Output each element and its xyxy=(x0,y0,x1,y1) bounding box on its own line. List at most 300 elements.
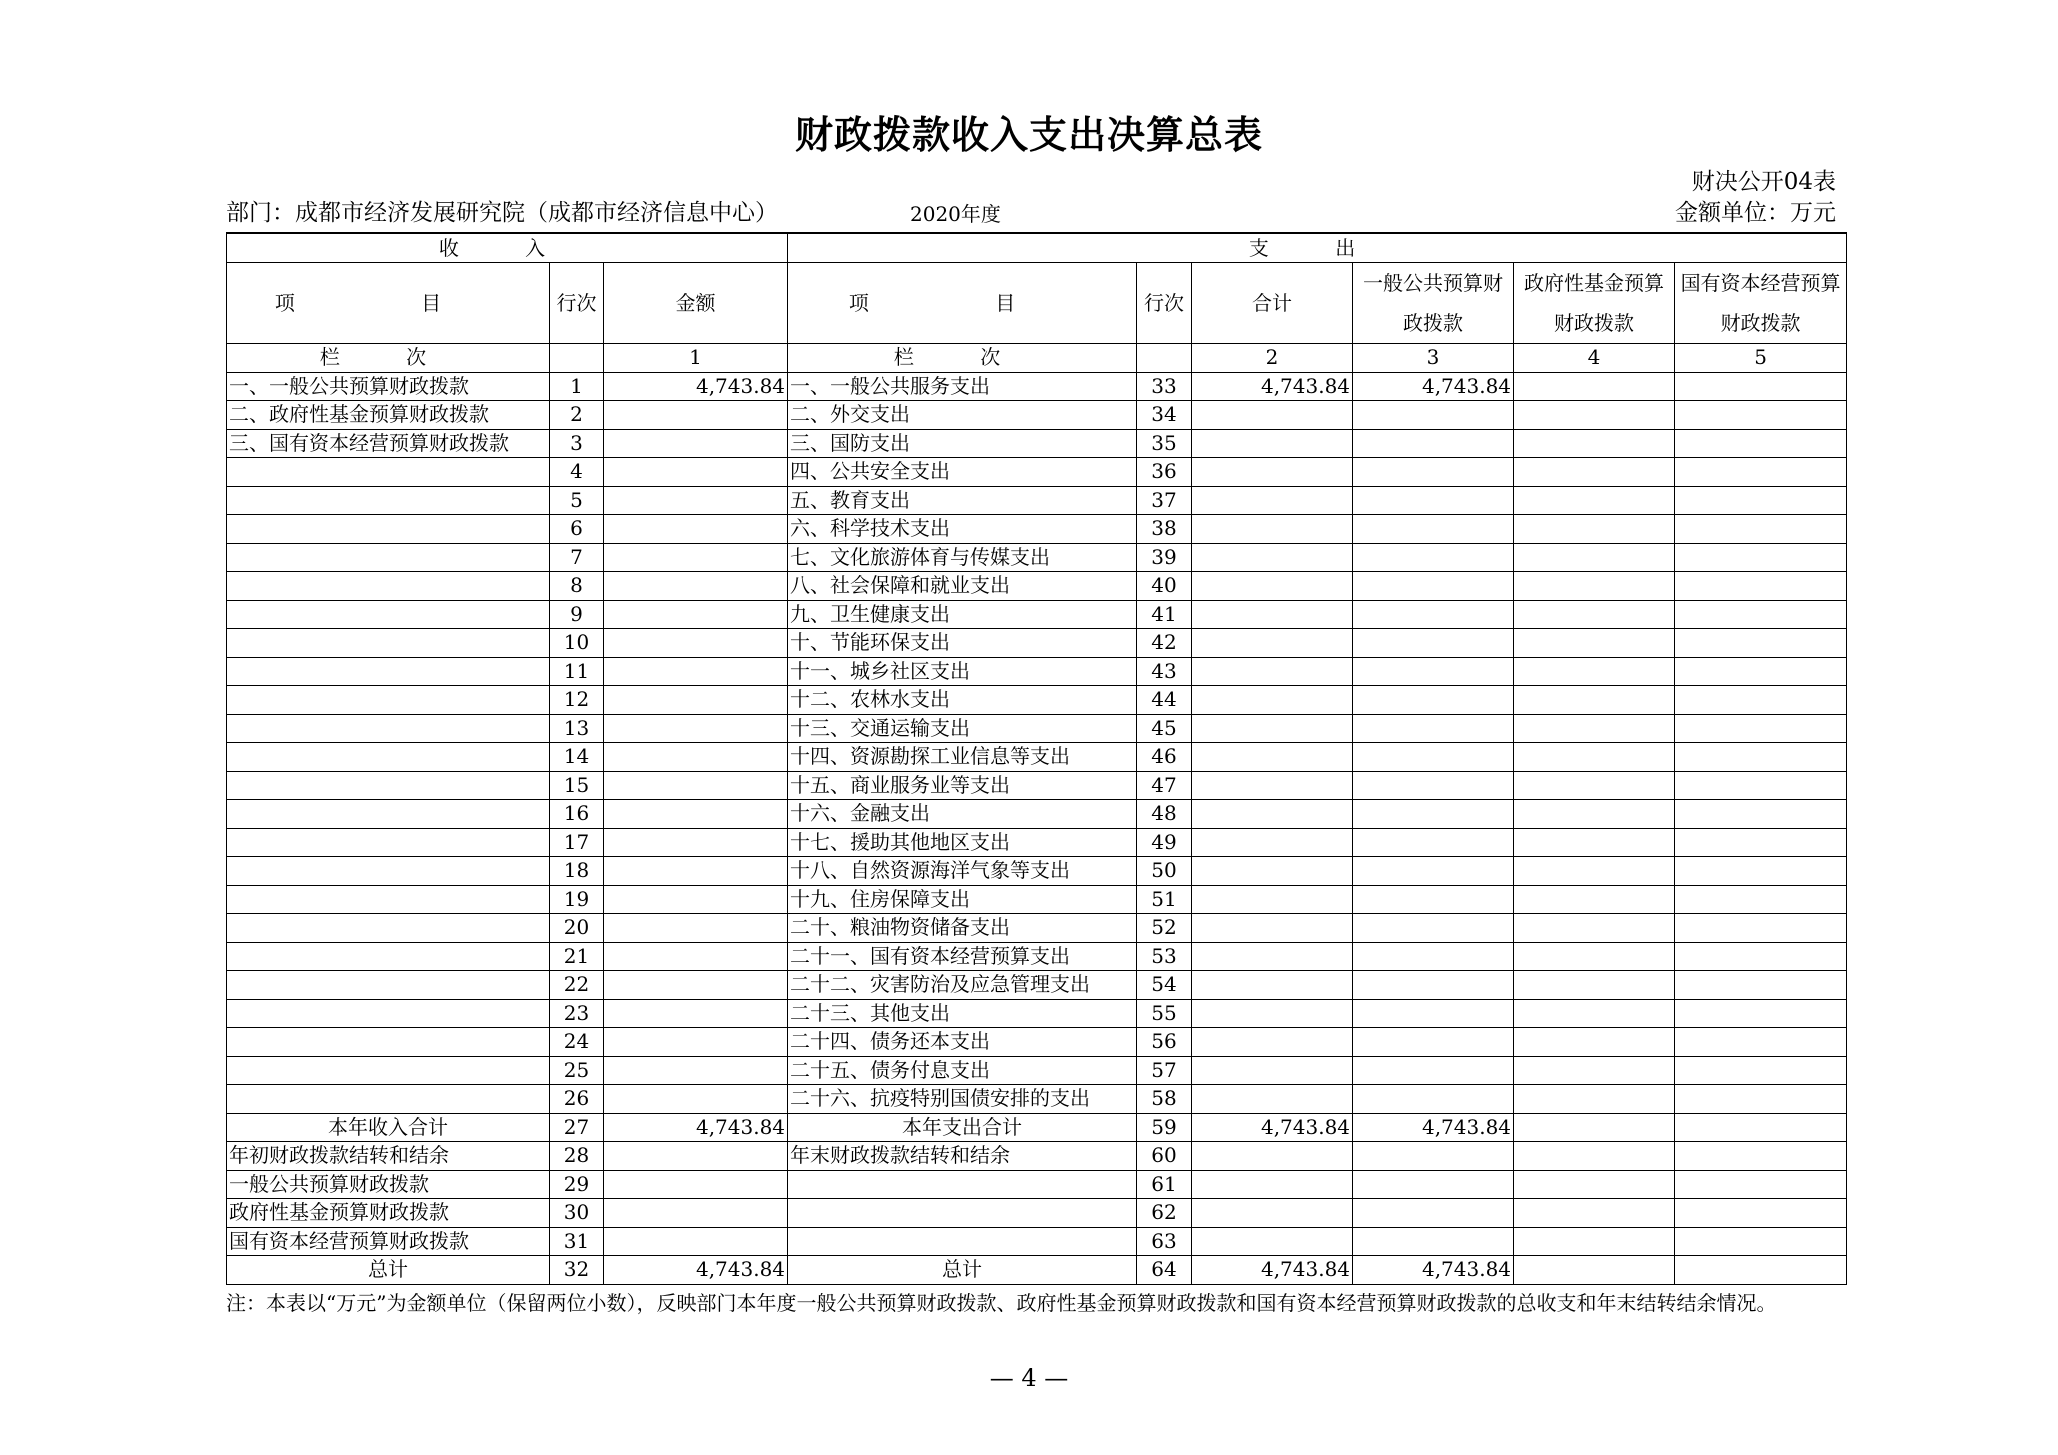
expense-state-cell xyxy=(1675,999,1847,1028)
income-amount-cell xyxy=(604,1028,788,1057)
expense-state-cell xyxy=(1675,1199,1847,1228)
income-item-cell xyxy=(227,714,550,743)
income-amount-header: 金额 xyxy=(604,263,788,344)
expense-general-cell xyxy=(1353,914,1514,943)
table-row xyxy=(227,1056,1847,1085)
income-amount-cell xyxy=(604,800,788,829)
income-item-cell xyxy=(227,515,550,544)
expense-fund-cell xyxy=(1514,999,1675,1028)
income-line-cell: 23 xyxy=(550,999,604,1028)
income-amount-cell xyxy=(604,771,788,800)
expense-general-cell xyxy=(1353,543,1514,572)
expense-fund-cell xyxy=(1514,657,1675,686)
expense-state-cell xyxy=(1675,1170,1847,1199)
expense-total-cell xyxy=(1192,629,1353,658)
income-line-cell: 13 xyxy=(550,714,604,743)
expense-state-cell xyxy=(1675,1113,1847,1142)
expense-index-label: 栏 次 xyxy=(788,344,1137,373)
expense-item-cell: 二、外交支出 xyxy=(788,401,1137,430)
income-amount-cell xyxy=(604,857,788,886)
income-amount-cell xyxy=(604,971,788,1000)
expense-state-cell xyxy=(1675,714,1847,743)
expense-item-cell: 二十六、抗疫特别国债安排的支出 xyxy=(788,1085,1137,1114)
table-row xyxy=(227,572,1847,601)
expense-state-cell xyxy=(1675,1227,1847,1256)
expense-total-cell xyxy=(1192,458,1353,487)
expense-total-cell xyxy=(1192,1085,1353,1114)
income-amount-cell xyxy=(604,1142,788,1171)
expense-item-cell xyxy=(788,1170,1137,1199)
carry-row xyxy=(227,1142,1847,1171)
expense-line-cell: 48 xyxy=(1137,800,1192,829)
income-line-cell: 25 xyxy=(550,1056,604,1085)
expense-section-header: 支 出 xyxy=(788,233,1847,263)
income-amount-cell xyxy=(604,543,788,572)
expense-item-cell: 十七、援助其他地区支出 xyxy=(788,828,1137,857)
expense-line-cell: 41 xyxy=(1137,600,1192,629)
expense-total-cell xyxy=(1192,942,1353,971)
expense-state-cell xyxy=(1675,800,1847,829)
expense-item-cell: 十一、城乡社区支出 xyxy=(788,657,1137,686)
income-line-cell: 19 xyxy=(550,885,604,914)
expense-item-cell: 二十五、债务付息支出 xyxy=(788,1056,1137,1085)
expense-total-cell xyxy=(1192,828,1353,857)
form-code: 财决公开04表 xyxy=(1691,169,1836,195)
expense-general-cell: 4,743.84 xyxy=(1353,372,1514,401)
expense-general-cell xyxy=(1353,771,1514,800)
expense-fund-cell xyxy=(1514,1085,1675,1114)
carry-row xyxy=(227,1199,1847,1228)
expense-total-cell xyxy=(1192,971,1353,1000)
expense-total-cell xyxy=(1192,1227,1353,1256)
expense-fund-cell xyxy=(1514,743,1675,772)
expense-state-cell xyxy=(1675,1256,1847,1285)
expense-item-cell: 二十一、国有资本经营预算支出 xyxy=(788,942,1137,971)
expense-general-cell xyxy=(1353,857,1514,886)
expense-fund-cell xyxy=(1514,572,1675,601)
expense-item-cell: 一、一般公共服务支出 xyxy=(788,372,1137,401)
expense-item-cell: 十五、商业服务业等支出 xyxy=(788,771,1137,800)
expense-general-cell xyxy=(1353,515,1514,544)
expense-item-cell: 十九、住房保障支出 xyxy=(788,885,1137,914)
expense-item-cell: 总计 xyxy=(788,1256,1137,1285)
expense-fund-cell xyxy=(1514,942,1675,971)
expense-item-cell: 十三、交通运输支出 xyxy=(788,714,1137,743)
expense-line-cell: 38 xyxy=(1137,515,1192,544)
income-amount-cell xyxy=(604,572,788,601)
expense-total-cell xyxy=(1192,1028,1353,1057)
expense-general-cell xyxy=(1353,743,1514,772)
income-item-cell: 一般公共预算财政拨款 xyxy=(227,1170,550,1199)
expense-total-cell xyxy=(1192,771,1353,800)
income-amount-cell xyxy=(604,657,788,686)
income-line-cell: 4 xyxy=(550,458,604,487)
expense-item-cell: 十八、自然资源海洋气象等支出 xyxy=(788,857,1137,886)
expense-item-cell xyxy=(788,1227,1137,1256)
income-amount-cell xyxy=(604,1170,788,1199)
expense-line-cell: 56 xyxy=(1137,1028,1192,1057)
expense-total-cell xyxy=(1192,1170,1353,1199)
income-item-cell: 一、一般公共预算财政拨款 xyxy=(227,372,550,401)
income-amount-cell xyxy=(604,401,788,430)
expense-general-cell xyxy=(1353,1227,1514,1256)
expense-item-header: 项 目 xyxy=(788,263,1137,344)
income-line-cell: 2 xyxy=(550,401,604,430)
expense-fund-cell xyxy=(1514,515,1675,544)
expense-fund-cell xyxy=(1514,971,1675,1000)
expense-total-cell xyxy=(1192,999,1353,1028)
income-line-cell: 21 xyxy=(550,942,604,971)
expense-line-cell: 44 xyxy=(1137,686,1192,715)
expense-item-cell: 十二、农林水支出 xyxy=(788,686,1137,715)
income-amount-cell: 4,743.84 xyxy=(604,1113,788,1142)
expense-line-cell: 37 xyxy=(1137,486,1192,515)
income-amount-cell xyxy=(604,486,788,515)
expense-item-cell: 十六、金融支出 xyxy=(788,800,1137,829)
expense-line-cell: 53 xyxy=(1137,942,1192,971)
expense-fund-cell xyxy=(1514,800,1675,829)
income-amount-cell xyxy=(604,999,788,1028)
income-amount-cell xyxy=(604,743,788,772)
expense-state-cell xyxy=(1675,372,1847,401)
expense-item-cell: 二十二、灾害防治及应急管理支出 xyxy=(788,971,1137,1000)
income-amount-cell xyxy=(604,515,788,544)
expense-total-cell xyxy=(1192,714,1353,743)
income-amount-cell xyxy=(604,1056,788,1085)
expense-line-cell: 58 xyxy=(1137,1085,1192,1114)
expense-line-cell: 45 xyxy=(1137,714,1192,743)
table-row xyxy=(227,743,1847,772)
income-index-line xyxy=(550,344,604,373)
expense-total-cell xyxy=(1192,1056,1353,1085)
expense-state-cell xyxy=(1675,515,1847,544)
expense-line-cell: 47 xyxy=(1137,771,1192,800)
expense-line-cell: 40 xyxy=(1137,572,1192,601)
expense-general-cell xyxy=(1353,629,1514,658)
income-amount-cell xyxy=(604,1227,788,1256)
table-row xyxy=(227,714,1847,743)
expense-fund-cell xyxy=(1514,1028,1675,1057)
income-item-cell xyxy=(227,914,550,943)
expense-state-cell xyxy=(1675,458,1847,487)
expense-total-cell xyxy=(1192,429,1353,458)
expense-fund-cell xyxy=(1514,429,1675,458)
table-row xyxy=(227,629,1847,658)
income-amount-cell xyxy=(604,686,788,715)
expense-total-cell: 4,743.84 xyxy=(1192,1113,1353,1142)
income-line-header: 行次 xyxy=(550,263,604,344)
page-number: — 4 — xyxy=(989,1364,1069,1392)
expense-line-cell: 39 xyxy=(1137,543,1192,572)
income-item-cell xyxy=(227,771,550,800)
expense-fund-cell xyxy=(1514,486,1675,515)
expense-item-cell: 年末财政拨款结转和结余 xyxy=(788,1142,1137,1171)
table-row xyxy=(227,971,1847,1000)
expense-line-cell: 61 xyxy=(1137,1170,1192,1199)
income-item-cell: 三、国有资本经营预算财政拨款 xyxy=(227,429,550,458)
income-amount-cell: 4,743.84 xyxy=(604,1256,788,1285)
table-row xyxy=(227,543,1847,572)
expense-item-cell: 八、社会保障和就业支出 xyxy=(788,572,1137,601)
income-line-cell: 24 xyxy=(550,1028,604,1057)
expense-general-header: 一般公共预算财政拨款 xyxy=(1353,263,1514,344)
income-line-cell: 32 xyxy=(550,1256,604,1285)
expense-state-cell xyxy=(1675,971,1847,1000)
unit-label: 金额单位：万元 xyxy=(1675,200,1836,226)
income-item-cell: 本年收入合计 xyxy=(227,1113,550,1142)
expense-total-cell xyxy=(1192,600,1353,629)
expense-item-cell: 十、节能环保支出 xyxy=(788,629,1137,658)
income-item-cell xyxy=(227,800,550,829)
expense-state-cell xyxy=(1675,885,1847,914)
table-row xyxy=(227,914,1847,943)
expense-fund-cell xyxy=(1514,857,1675,886)
income-line-cell: 3 xyxy=(550,429,604,458)
income-item-cell: 政府性基金预算财政拨款 xyxy=(227,1199,550,1228)
expense-total-cell xyxy=(1192,1199,1353,1228)
income-amount-cell xyxy=(604,458,788,487)
income-line-cell: 29 xyxy=(550,1170,604,1199)
expense-state-cell xyxy=(1675,543,1847,572)
expense-general-cell xyxy=(1353,600,1514,629)
table-row xyxy=(227,515,1847,544)
expense-state-cell xyxy=(1675,401,1847,430)
income-amount-cell xyxy=(604,429,788,458)
expense-general-cell xyxy=(1353,1142,1514,1171)
income-index-amount: 1 xyxy=(604,344,788,373)
table-row xyxy=(227,686,1847,715)
expense-line-cell: 33 xyxy=(1137,372,1192,401)
expense-general-cell xyxy=(1353,800,1514,829)
income-line-cell: 17 xyxy=(550,828,604,857)
expense-state-cell xyxy=(1675,857,1847,886)
section-header-row xyxy=(227,233,1847,263)
expense-general-cell xyxy=(1353,458,1514,487)
table-row xyxy=(227,800,1847,829)
income-item-cell xyxy=(227,1056,550,1085)
income-line-cell: 28 xyxy=(550,1142,604,1171)
income-amount-cell xyxy=(604,629,788,658)
expense-item-cell: 三、国防支出 xyxy=(788,429,1137,458)
expense-line-cell: 55 xyxy=(1137,999,1192,1028)
income-line-cell: 15 xyxy=(550,771,604,800)
expense-fund-cell xyxy=(1514,714,1675,743)
table-row xyxy=(227,885,1847,914)
table-row xyxy=(227,1028,1847,1057)
expense-total-cell xyxy=(1192,486,1353,515)
expense-line-cell: 50 xyxy=(1137,857,1192,886)
table-row xyxy=(227,600,1847,629)
table-row xyxy=(227,429,1847,458)
income-line-cell: 12 xyxy=(550,686,604,715)
expense-total-cell: 4,743.84 xyxy=(1192,372,1353,401)
income-item-cell xyxy=(227,743,550,772)
expense-line-cell: 52 xyxy=(1137,914,1192,943)
income-item-cell xyxy=(227,600,550,629)
page-title: 财政拨款收入支出决算总表 xyxy=(794,112,1263,157)
carry-row xyxy=(227,1170,1847,1199)
subtotal-row xyxy=(227,1113,1847,1142)
income-item-cell xyxy=(227,828,550,857)
expense-fund-header: 政府性基金预算财政拨款 xyxy=(1514,263,1675,344)
income-line-cell: 30 xyxy=(550,1199,604,1228)
income-item-cell xyxy=(227,458,550,487)
expense-fund-cell xyxy=(1514,1256,1675,1285)
income-line-cell: 18 xyxy=(550,857,604,886)
expense-fund-cell xyxy=(1514,1113,1675,1142)
expense-index-line xyxy=(1137,344,1192,373)
expense-item-cell: 六、科学技术支出 xyxy=(788,515,1137,544)
expense-total-cell xyxy=(1192,515,1353,544)
expense-index-state: 5 xyxy=(1675,344,1847,373)
expense-state-cell xyxy=(1675,600,1847,629)
income-item-cell xyxy=(227,1028,550,1057)
year-label: 2020年度 xyxy=(910,202,1001,226)
expense-fund-cell xyxy=(1514,828,1675,857)
income-item-cell xyxy=(227,999,550,1028)
expense-general-cell xyxy=(1353,942,1514,971)
expense-item-cell: 七、文化旅游体育与传媒支出 xyxy=(788,543,1137,572)
expense-general-cell xyxy=(1353,714,1514,743)
expense-general-cell xyxy=(1353,1028,1514,1057)
table-row xyxy=(227,401,1847,430)
expense-item-cell: 二十三、其他支出 xyxy=(788,999,1137,1028)
expense-fund-cell xyxy=(1514,1056,1675,1085)
expense-fund-cell xyxy=(1514,1170,1675,1199)
income-line-cell: 11 xyxy=(550,657,604,686)
expense-total-cell xyxy=(1192,743,1353,772)
table-row xyxy=(227,1085,1847,1114)
income-line-cell: 7 xyxy=(550,543,604,572)
expense-line-cell: 46 xyxy=(1137,743,1192,772)
expense-index-fund: 4 xyxy=(1514,344,1675,373)
income-line-cell: 5 xyxy=(550,486,604,515)
expense-general-cell xyxy=(1353,1170,1514,1199)
expense-general-cell xyxy=(1353,657,1514,686)
expense-item-cell: 四、公共安全支出 xyxy=(788,458,1137,487)
expense-state-cell xyxy=(1675,629,1847,658)
income-item-cell xyxy=(227,857,550,886)
income-item-cell: 国有资本经营预算财政拨款 xyxy=(227,1227,550,1256)
expense-total-cell xyxy=(1192,914,1353,943)
table-row xyxy=(227,942,1847,971)
expense-total-header: 合计 xyxy=(1192,263,1353,344)
income-item-cell xyxy=(227,885,550,914)
expense-total-cell xyxy=(1192,885,1353,914)
expense-state-cell xyxy=(1675,1085,1847,1114)
expense-line-cell: 43 xyxy=(1137,657,1192,686)
column-index-row xyxy=(227,344,1847,373)
expense-total-cell: 4,743.84 xyxy=(1192,1256,1353,1285)
income-amount-cell xyxy=(604,914,788,943)
expense-line-cell: 54 xyxy=(1137,971,1192,1000)
income-item-cell xyxy=(227,1085,550,1114)
expense-fund-cell xyxy=(1514,885,1675,914)
expense-item-cell: 二十四、债务还本支出 xyxy=(788,1028,1137,1057)
expense-fund-cell xyxy=(1514,771,1675,800)
expense-state-cell xyxy=(1675,429,1847,458)
expense-line-cell: 63 xyxy=(1137,1227,1192,1256)
expense-fund-cell xyxy=(1514,1227,1675,1256)
expense-state-cell xyxy=(1675,914,1847,943)
table-row xyxy=(227,486,1847,515)
expense-general-cell xyxy=(1353,1056,1514,1085)
expense-general-cell xyxy=(1353,429,1514,458)
expense-line-cell: 42 xyxy=(1137,629,1192,658)
expense-state-cell xyxy=(1675,1056,1847,1085)
carry-row xyxy=(227,1227,1847,1256)
income-line-cell: 27 xyxy=(550,1113,604,1142)
column-header-row xyxy=(227,263,1847,344)
expense-state-cell xyxy=(1675,1028,1847,1057)
grand-total-row xyxy=(227,1256,1847,1285)
expense-general-cell xyxy=(1353,401,1514,430)
footnote: 注：本表以“万元”为金额单位（保留两位小数），反映部门本年度一般公共预算财政拨款、政府性基金预算财政拨款和国有资本经营预算财政拨款的总收支和年末结转结余情况。 xyxy=(226,1291,1777,1315)
expense-state-cell xyxy=(1675,572,1847,601)
income-section-header: 收 入 xyxy=(227,233,788,263)
expense-fund-cell xyxy=(1514,600,1675,629)
expense-line-cell: 59 xyxy=(1137,1113,1192,1142)
expense-fund-cell xyxy=(1514,1142,1675,1171)
expense-state-cell xyxy=(1675,486,1847,515)
income-item-cell: 年初财政拨款结转和结余 xyxy=(227,1142,550,1171)
department-label: 部门：成都市经济发展研究院（成都市经济信息中心） xyxy=(226,200,778,226)
income-index-label: 栏 次 xyxy=(227,344,550,373)
income-item-cell xyxy=(227,657,550,686)
expense-state-cell xyxy=(1675,771,1847,800)
income-item-cell xyxy=(227,942,550,971)
expense-state-cell xyxy=(1675,657,1847,686)
income-line-cell: 8 xyxy=(550,572,604,601)
expense-line-cell: 34 xyxy=(1137,401,1192,430)
income-line-cell: 20 xyxy=(550,914,604,943)
expense-general-cell xyxy=(1353,1199,1514,1228)
income-line-cell: 14 xyxy=(550,743,604,772)
income-item-cell xyxy=(227,629,550,658)
income-item-cell xyxy=(227,486,550,515)
income-line-cell: 22 xyxy=(550,971,604,1000)
income-item-cell xyxy=(227,543,550,572)
expense-general-cell xyxy=(1353,486,1514,515)
expense-total-cell xyxy=(1192,857,1353,886)
expense-general-cell xyxy=(1353,686,1514,715)
income-line-cell: 26 xyxy=(550,1085,604,1114)
income-item-cell xyxy=(227,572,550,601)
income-item-cell: 总计 xyxy=(227,1256,550,1285)
table-row xyxy=(227,458,1847,487)
expense-total-cell xyxy=(1192,800,1353,829)
expense-total-cell xyxy=(1192,401,1353,430)
expense-general-cell xyxy=(1353,971,1514,1000)
expense-total-cell xyxy=(1192,572,1353,601)
expense-line-cell: 35 xyxy=(1137,429,1192,458)
income-line-cell: 31 xyxy=(550,1227,604,1256)
table-row xyxy=(227,857,1847,886)
table-row xyxy=(227,372,1847,401)
income-item-cell: 二、政府性基金预算财政拨款 xyxy=(227,401,550,430)
expense-item-cell: 五、教育支出 xyxy=(788,486,1137,515)
income-line-cell: 16 xyxy=(550,800,604,829)
income-item-header: 项 目 xyxy=(227,263,550,344)
income-line-cell: 6 xyxy=(550,515,604,544)
table-row xyxy=(227,828,1847,857)
income-item-cell xyxy=(227,971,550,1000)
table-row xyxy=(227,657,1847,686)
expense-total-cell xyxy=(1192,1142,1353,1171)
income-amount-cell xyxy=(604,1199,788,1228)
income-amount-cell xyxy=(604,714,788,743)
expense-state-header: 国有资本经营预算财政拨款 xyxy=(1675,263,1847,344)
